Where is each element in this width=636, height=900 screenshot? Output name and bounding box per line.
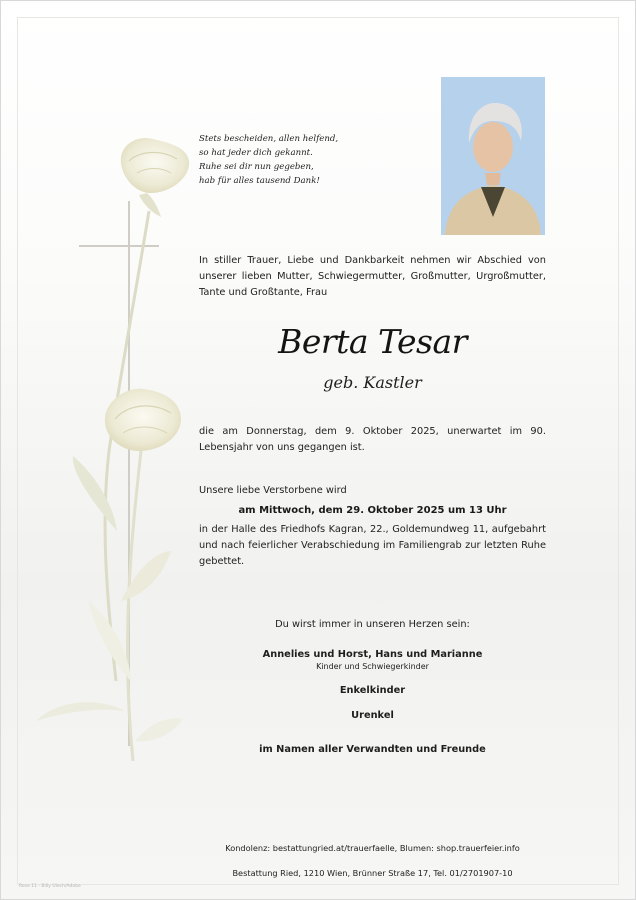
deceased-name: Berta Tesar: [278, 322, 467, 361]
children-names: Annelies und Horst, Hans und Marianne: [262, 649, 483, 660]
poem-line: Stets bescheiden, allen helfend,: [199, 134, 339, 144]
portrait-photo: [441, 77, 545, 235]
rose-leaf: [73, 456, 117, 531]
rose-bloom-lower: [105, 389, 181, 451]
rose-leaf: [36, 702, 125, 721]
intro-paragraph: In stiller Trauer, Liebe und Dankbarkeit nehmen wir Abschied von unserer lieben Mutter, Schwiegermutter, Großmutter, Urgroßmutter, Tante und Großtante, Frau: [199, 255, 546, 298]
mourners-heading: Du wirst immer in unseren Herzen sein:: [275, 619, 470, 630]
maiden-name: geb. Kastler: [323, 373, 422, 392]
rose-bloom-upper: [121, 138, 189, 217]
undertaker-line: Bestattung Ried, 1210 Wien, Brünner Straße 17, Tel. 01/2701907-10: [232, 868, 513, 878]
image-credit: Rose 11 - Billy Ulech/Adobe: [19, 884, 81, 889]
poem-line: Ruhe sei dir nun gegeben,: [199, 162, 314, 172]
relatives-line: im Namen aller Verwandten und Freunde: [259, 744, 486, 755]
funeral-location: in der Halle des Friedhofs Kagran, 22., Goldemundweg 11, aufgebahrt und nach feierlicher Verabschiedung im Familiengrab zur letzten Ruhe gebettet.: [199, 524, 546, 567]
portrait-photo-icon: [441, 77, 545, 235]
children-role: Kinder und Schwiegerkinder: [316, 662, 429, 671]
great-grandchildren: Urenkel: [351, 710, 394, 721]
funeral-announcement: Unsere liebe Verstorbene wird: [199, 485, 347, 496]
condolence-line: Kondolenz: bestattungried.at/trauerfaelle, Blumen: shop.trauerfeier.info: [225, 843, 520, 853]
funeral-datetime: am Mittwoch, dem 29. Oktober 2025 um 13 Uhr: [238, 505, 507, 516]
death-paragraph: die am Donnerstag, dem 9. Oktober 2025, unerwartet im 90. Lebensjahr von uns gegangen ist.: [199, 426, 546, 453]
memorial-poem: [199, 132, 419, 188]
rose-leaf: [135, 718, 183, 741]
grandchildren: Enkelkinder: [339, 685, 406, 696]
poem-line: hab für alles tausend Dank!: [199, 176, 320, 186]
poem-line: so hat jeder dich gekannt.: [199, 148, 313, 158]
rose-cross-illustration: [21, 121, 201, 781]
cross-horizontal: [79, 245, 159, 247]
